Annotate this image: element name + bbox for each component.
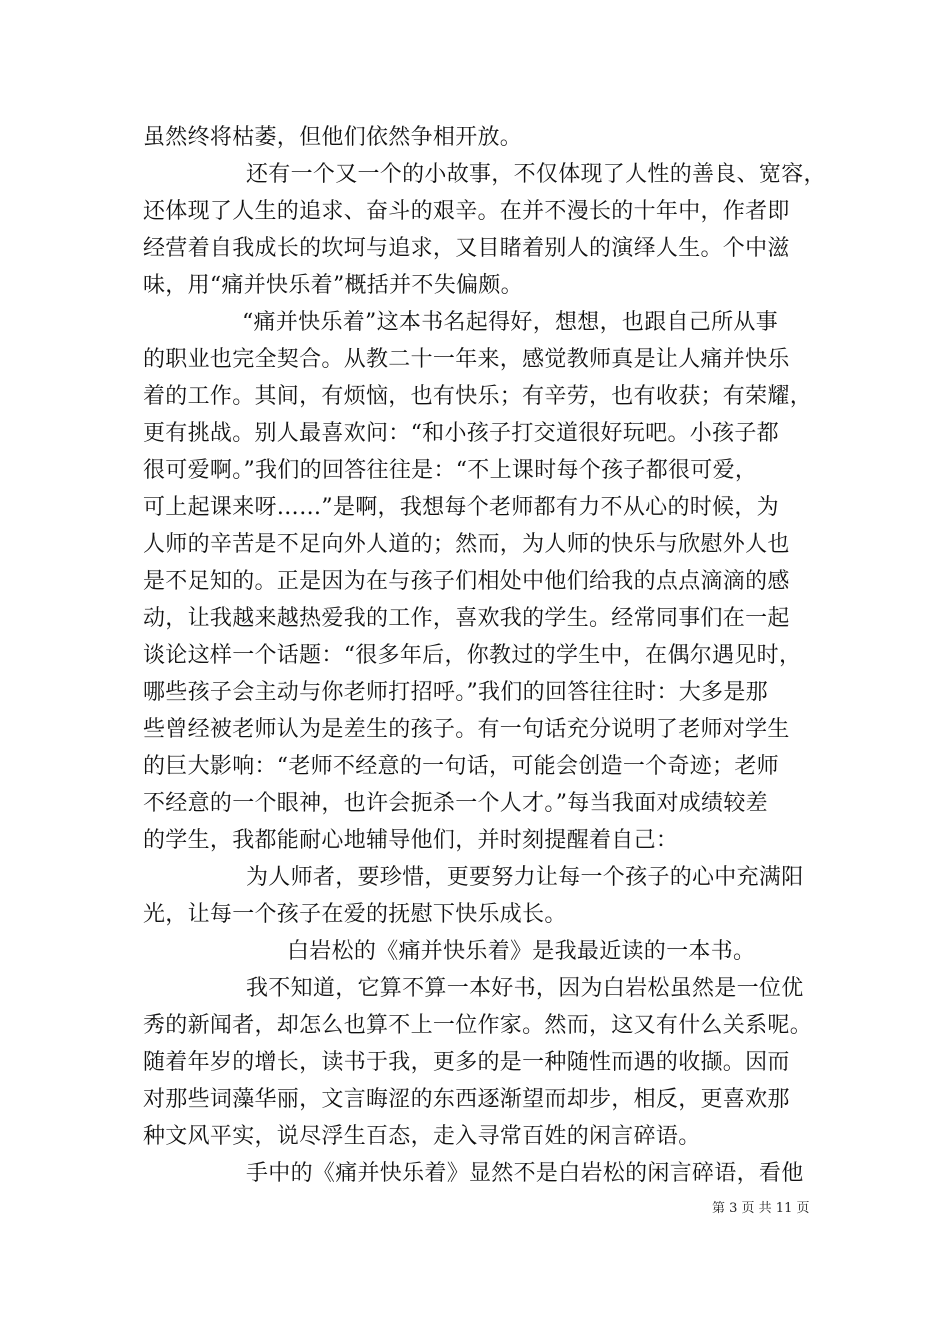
text-line-5: 味，用“痛并快乐着”概括并不失偏颇。 xyxy=(143,273,523,298)
text-line-15: 谈论这样一个话题：“很多年后，你教过的学生中，在偶尔遇见时， xyxy=(143,643,802,668)
text-line-14: 动，让我越来越热爱我的工作，喜欢我的学生。经常同事们在一起 xyxy=(143,606,790,631)
text-line-12: 人师的辛苦是不足向外人道的；然而，为人师的快乐与欣慰外人也 xyxy=(143,532,790,557)
text-line-9: 更有挑战。别人最喜欢问：“和小孩子打交道很好玩吧。小孩子都 xyxy=(143,421,779,446)
text-line-7: 的职业也完全契合。从教二十一年来，感觉教师真是让人痛并快乐 xyxy=(143,347,790,372)
text-line-3: 还体现了人生的追求、奋斗的艰辛。在并不漫长的十年中，作者即 xyxy=(143,199,790,224)
text-line-18: 的巨大影响：“老师不经意的一句话，可能会创造一个奇迹；老师 xyxy=(143,754,779,779)
text-line-22: 光，让每一个孩子在爱的抚慰下快乐成长。 xyxy=(143,902,567,927)
text-line-8: 着的工作。其间，有烦恼，也有快乐；有辛劳，也有收获；有荣耀， xyxy=(143,384,813,409)
text-line-10: 很可爱啊。”我们的回答往往是：“不上课时每个孩子都很可爱， xyxy=(143,458,758,483)
text-line-13: 是不足知的。正是因为在与孩子们相处中他们给我的点点滴滴的感 xyxy=(143,569,790,594)
text-line-2: 还有一个又一个的小故事，不仅体现了人性的善良、宽容， xyxy=(246,162,826,187)
text-line-1: 虽然终将枯萎，但他们依然争相开放。 xyxy=(143,125,523,150)
text-line-29: 手中的《痛并快乐着》显然不是白岩松的闲言碎语，看他 xyxy=(246,1161,804,1186)
text-line-21: 为人师者，要珍惜，更要努力让每一个孩子的心中充满阳 xyxy=(246,865,804,890)
text-line-23: 白岩松的《痛并快乐着》是我最近读的一本书。 xyxy=(287,939,756,964)
text-line-17: 些曾经被老师认为是差生的孩子。有一句话充分说明了老师对学生 xyxy=(143,717,790,742)
text-line-16: 哪些孩子会主动与你老师打招呼。”我们的回答往往时：大多是那 xyxy=(143,680,768,705)
text-line-26: 随着年岁的增长，读书于我，更多的是一种随性而遇的收撷。因而 xyxy=(143,1050,790,1075)
text-line-19: 不经意的一个眼神，也许会扼杀一个人才。”每当我面对成绩较差 xyxy=(143,791,768,816)
text-line-20: 的学生，我都能耐心地辅导他们，并时刻提醒着自己： xyxy=(143,828,679,853)
text-line-27: 对那些词藻华丽，文言晦涩的东西逐渐望而却步，相反，更喜欢那 xyxy=(143,1087,790,1112)
page-number-footer: 第 3 页 共 11 页 xyxy=(712,1201,810,1216)
text-line-25: 秀的新闻者，却怎么也算不上一位作家。然而，这又有什么关系呢。 xyxy=(143,1013,813,1038)
text-line-6: “痛并快乐着”这本书名起得好，想想，也跟自己所从事 xyxy=(242,310,778,335)
text-line-4: 经营着自我成长的坎坷与追求，又目睹着别人的演绎人生。个中滋 xyxy=(143,236,790,261)
text-line-28: 种文风平实，说尽浮生百态，走入寻常百姓的闲言碎语。 xyxy=(143,1124,701,1149)
text-line-24: 我不知道，它算不算一本好书，因为白岩松虽然是一位优 xyxy=(246,976,804,1001)
text-line-11: 可上起课来呀……”是啊，我想每个老师都有力不从心的时候，为 xyxy=(143,495,779,520)
